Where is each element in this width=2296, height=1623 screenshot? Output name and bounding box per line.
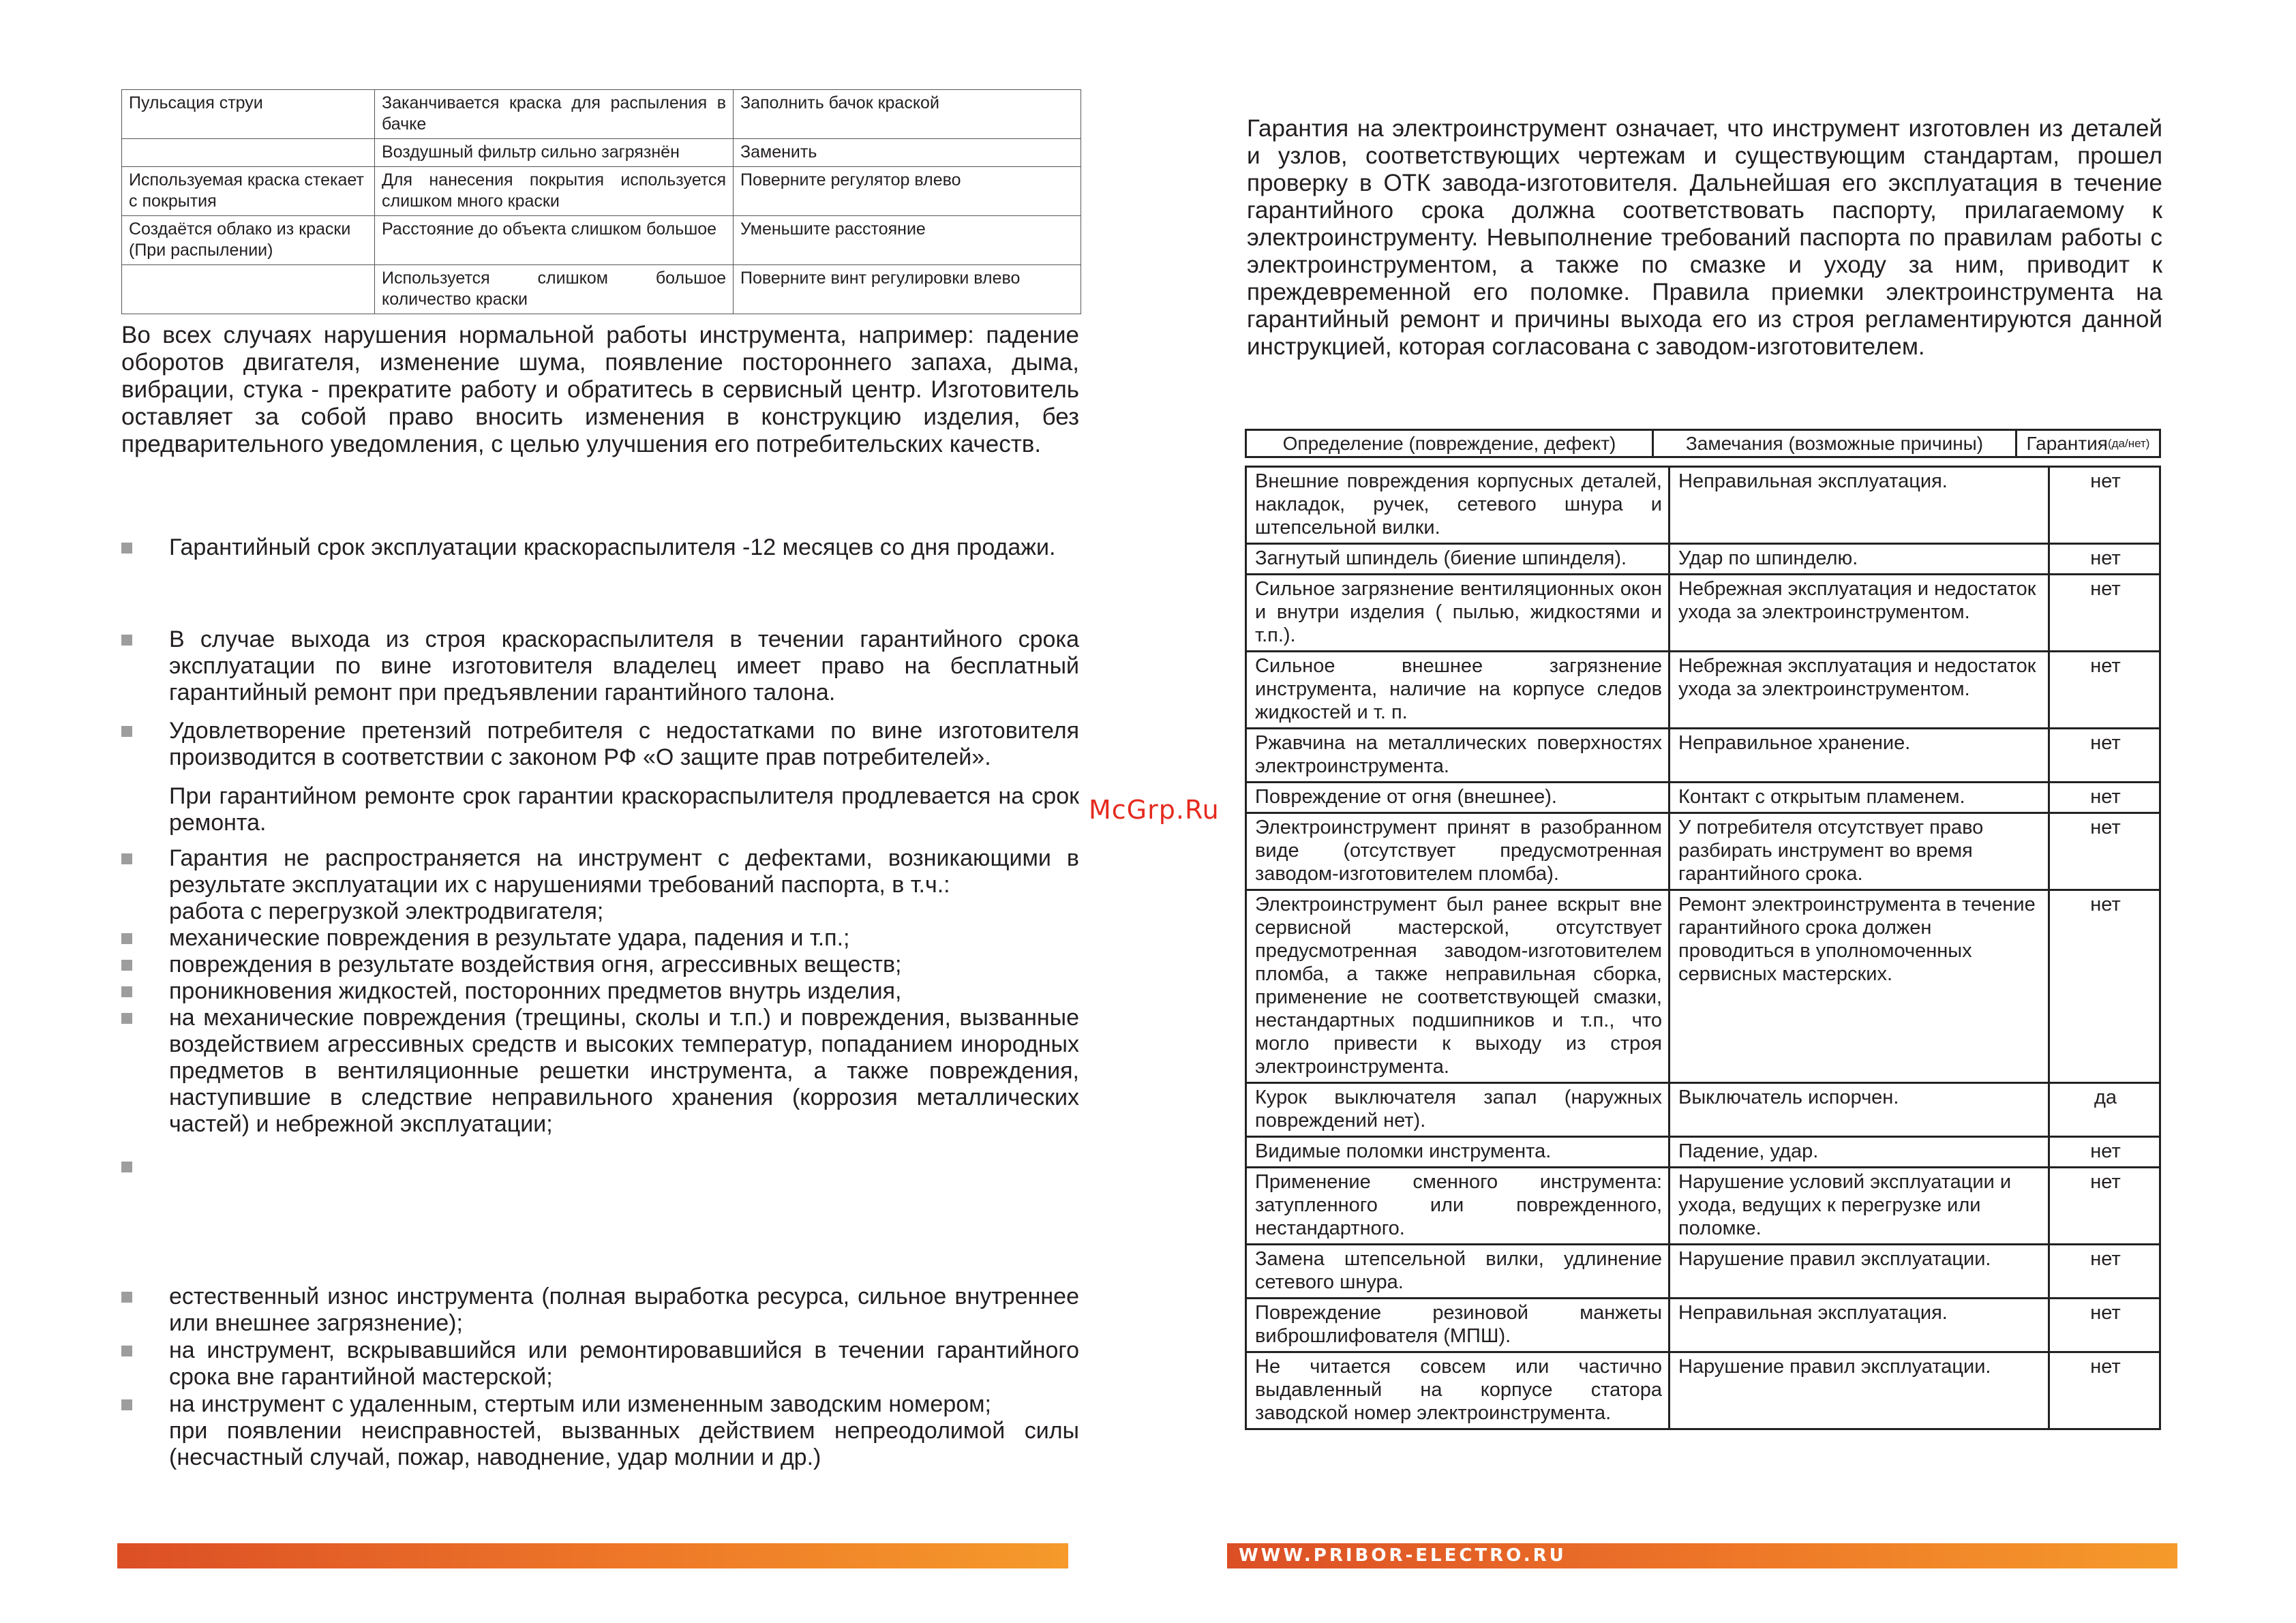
bullet-square-icon: [121, 933, 132, 944]
definition-cell: Электроинструмент принят в разобранном виде (отсутствует предусмотренная заводом-изготовителем пломба).: [1246, 813, 1670, 890]
remark-cell: Выключатель испорчен.: [1670, 1083, 2049, 1137]
table-row: [1246, 890, 2160, 1083]
symptom-cell: Используемая краска стекает с покрытия: [122, 167, 375, 216]
bullet-square-icon: [121, 1013, 132, 1024]
service-paragraph: Во всех случаях нарушения нормальной работы инструмента, например: падение оборотов двигателя, изменение шума, появление постороннего запаха, дыма, вибрации, стука - прекратите работу и обратитесь в сервисный центр. Изготовитель оставляет за собой право вносить изменения в конструкцию изделия, без предварительного уведомления, с целью улучшения его потребительских качеств.: [121, 322, 1079, 457]
guarantee-cell: нет: [2049, 813, 2160, 890]
header-definition: Определение (повреждение, дефект): [1247, 431, 1654, 456]
bullet-text: При гарантийном ремонте срок гарантии краскораспылителя продлевается на срок ремонта.: [169, 783, 1079, 836]
bullet-liquids: [121, 978, 1079, 1005]
symptom-cell: [122, 265, 375, 314]
footer-bar-left: [117, 1543, 1068, 1568]
bullet-text: на инструмент с удаленным, стертым или измененным заводским номером;: [169, 1391, 991, 1417]
bullet-square-icon: [121, 960, 132, 971]
bullet-damage: [121, 1005, 1079, 1138]
table-row: [1246, 1083, 2160, 1137]
header-guarantee: [2017, 431, 2159, 456]
cause-cell: Заканчивается краска для распыления в бачке: [375, 90, 734, 139]
bullet-square-icon: [121, 986, 132, 997]
remark-cell: Небрежная эксплуатация и недостаток ухода за электроинструментом.: [1670, 652, 2049, 729]
bullet-text: повреждения в результате воздействия огня, агрессивных веществ;: [169, 952, 902, 977]
definition-cell: Не читается совсем или частично выдавленный на корпусе статора заводской номер электроинструмента.: [1246, 1352, 1670, 1429]
table-row: [1246, 1245, 2160, 1299]
fix-cell: Заменить: [734, 139, 1081, 167]
guarantee-cell: нет: [2049, 575, 2160, 652]
guarantee-cell: нет: [2049, 1245, 2160, 1299]
definition-cell: Применение сменного инструмента: затупленного или поврежденного, нестандартного.: [1246, 1168, 1670, 1245]
line-overload: [121, 898, 1079, 925]
guarantee-cell: нет: [2049, 467, 2160, 544]
table-row: [1246, 467, 2160, 544]
definition-cell: Замена штепсельной вилки, удлинение сетевого шнура.: [1246, 1245, 1670, 1299]
cause-cell: Воздушный фильтр сильно загрязнён: [375, 139, 734, 167]
warranty-intro-paragraph: Гарантия на электроинструмент означает, что инструмент изготовлен из деталей и узлов, соответствующих чертежам и существующим стандартам, прошел проверку в ОТК завода-изготовителя. Дальнейшая его эксплуатация в течение гарантийного срока должна соответствовать паспорту, прилагаемому к электроинструменту. Невыполнение требований паспорта по правилам работы с электроинструментом, а также по смазке и уходу за ним, приводит к преждевременной его поломке. Правила приемки электроинструмента на гарантийный ремонт и причины выхода его из строя регламентируются данной инструкцией, которая согласована с заводом-изготовителем.: [1247, 115, 2162, 360]
symptom-cell: Пульсация струи: [122, 90, 375, 139]
guarantee-cell: да: [2049, 1083, 2160, 1137]
table-row: [1246, 575, 2160, 652]
bullet-square-icon: [121, 1292, 132, 1303]
bullet-text: на инструмент, вскрывавшийся или ремонтировавшийся в течении гарантийного срока вне гарантийной мастерской;: [169, 1337, 1079, 1390]
bullet-warranty-period: [121, 534, 1079, 561]
bullet-text: естественный износ инструмента (полная выработка ресурса, сильное внутреннее или внешнее загрязнение);: [169, 1284, 1079, 1336]
guarantee-cell: нет: [2049, 544, 2160, 575]
troubleshooting-table: [121, 89, 1081, 314]
table-row: [1246, 1352, 2160, 1429]
bullet-square-icon: [121, 635, 132, 646]
table-row: [1246, 813, 2160, 890]
bullet-mechanical: [121, 925, 1079, 952]
table-row: [122, 90, 1081, 139]
cause-cell: Используется слишком большое количество краски: [375, 265, 734, 314]
remark-cell: Неправильное хранение.: [1670, 729, 2049, 783]
definition-cell: Внешние повреждения корпусных деталей, накладок, ручек, сетевого шнура и штепсельной вилки.: [1246, 467, 1670, 544]
remark-cell: Нарушение правил эксплуатации.: [1670, 1352, 2049, 1429]
definition-cell: Сильное загрязнение вентиляционных окон и внутри изделия ( пылью, жидкостями и т.п.).: [1246, 575, 1670, 652]
remark-cell: Контакт с открытым пламенем.: [1670, 783, 2049, 813]
remark-cell: Падение, удар.: [1670, 1137, 2049, 1168]
guarantee-cell: нет: [2049, 1352, 2160, 1429]
header-guarantee-note: (да/нет): [2107, 436, 2150, 450]
cause-cell: Расстояние до объекта слишком большое: [375, 216, 734, 265]
bullet-square-icon: [121, 1399, 132, 1410]
website-link[interactable]: WWW.PRIBOR-ELECTRO.RU: [1239, 1545, 1567, 1566]
guarantee-cell: нет: [2049, 783, 2160, 813]
definition-cell: Ржавчина на металлических поверхностях электроинструмента.: [1246, 729, 1670, 783]
remark-cell: Ремонт электроинструмента в течение гарантийного срока должен проводиться в уполномоченных сервисных мастерских.: [1670, 890, 2049, 1083]
guarantee-cell: нет: [2049, 890, 2160, 1083]
guarantee-cell: нет: [2049, 1137, 2160, 1168]
table-row: [122, 265, 1081, 314]
bullet-text: Удовлетворение претензий потребителя с недостатками по вине изготовителя производится в соответствии с законом РФ «О защите прав потребителей».: [169, 718, 1079, 770]
definition-cell: Курок выключателя запал (наружных повреждений нет).: [1246, 1083, 1670, 1137]
paragraph-extension: [121, 783, 1079, 836]
table-row: [122, 216, 1081, 265]
bullet-square-icon: [121, 1346, 132, 1356]
remark-cell: Неправильная эксплуатация.: [1670, 1299, 2049, 1352]
warranty-table-header: [1245, 429, 2161, 458]
bullet-text: на механические повреждения (трещины, сколы и т.п.) и повреждения, вызванные воздействием агрессивных средств и высоких температур, попаданием инородных предметов в вентиляционные решетки инструмента, а также повреждения, наступившие в следствие неправильного хранения (коррозия металлических частей) и небрежной эксплуатации;: [169, 1005, 1079, 1137]
bullet-free-repair: [121, 626, 1079, 706]
bullet-wear: [121, 1284, 1079, 1337]
guarantee-cell: нет: [2049, 652, 2160, 729]
fix-cell: Уменьшите расстояние: [734, 216, 1081, 265]
bullet-text: работа с перегрузкой электродвигателя;: [169, 898, 604, 924]
guarantee-cell: нет: [2049, 1299, 2160, 1352]
bullet-text: В случае выхода из строя краскораспылителя в течении гарантийного срока эксплуатации по вине изготовителя владелец имеет право на бесплатный гарантийный ремонт при предъявлении гарантийного талона.: [169, 626, 1079, 706]
bullet-square-icon: [121, 543, 132, 553]
bullet-serial: [121, 1391, 1079, 1418]
remark-cell: Небрежная эксплуатация и недостаток ухода за электроинструментом.: [1670, 575, 2049, 652]
definition-cell: Видимые поломки инструмента.: [1246, 1137, 1670, 1168]
table-row: [1246, 1168, 2160, 1245]
bullet-not-covered: [121, 845, 1079, 898]
bullet-text: Гарантийный срок эксплуатации краскораспылителя -12 месяцев со дня продажи.: [169, 534, 1056, 560]
table-row: [1246, 544, 2160, 575]
remark-cell: Неправильная эксплуатация.: [1670, 467, 2049, 544]
table-row: [1246, 652, 2160, 729]
fix-cell: Поверните регулятор влево: [734, 167, 1081, 216]
line-force-majeure: [121, 1418, 1079, 1471]
table-row: [1246, 729, 2160, 783]
symptom-cell: Создаётся облако из краски (При распылении): [122, 216, 375, 265]
bullet-text: при появлении неисправностей, вызванных действием непреодолимой силы (несчастный случай, пожар, наводнение, удар молнии и др.): [169, 1418, 1079, 1470]
bullet-claims: [121, 718, 1079, 771]
symptom-cell: [122, 139, 375, 167]
remark-cell: Нарушение правил эксплуатации.: [1670, 1245, 2049, 1299]
definition-cell: Повреждение от огня (внешнее).: [1246, 783, 1670, 813]
table-row: [122, 139, 1081, 167]
definition-cell: Электроинструмент был ранее вскрыт вне сервисной мастерской, отсутствует предусмотренная заводом-изготовителем пломба, а также неправильная сборка, применение не соответствующей смазки, нестандартных подшипников и т.п., что могло привести к выходу из строя электроинструмента.: [1246, 890, 1670, 1083]
guarantee-cell: нет: [2049, 1168, 2160, 1245]
remark-cell: У потребителя отсутствует право разбирать инструмент во время гарантийного срока.: [1670, 813, 2049, 890]
fix-cell: Заполнить бачок краской: [734, 90, 1081, 139]
bullet-square-icon: [121, 726, 132, 737]
table-row: [1246, 783, 2160, 813]
definition-cell: Сильное внешнее загрязнение инструмента, наличие на корпусе следов жидкостей и т. п.: [1246, 652, 1670, 729]
bullet-square-icon: [121, 1162, 132, 1172]
watermark: McGrp.Ru: [1089, 795, 1220, 825]
bullet-fire: [121, 952, 1079, 978]
bullet-square-icon: [121, 853, 132, 864]
header-remarks: Замечания (возможные причины): [1654, 431, 2017, 456]
bullet-text: Гарантия не распространяется на инструмент с дефектами, возникающими в результате эксплуатации их с нарушениями требований паспорта, в т.ч.:: [169, 845, 1079, 898]
table-row: [122, 167, 1081, 216]
definition-cell: Загнутый шпиндель (биение шпинделя).: [1246, 544, 1670, 575]
definition-cell: Повреждение резиновой манжеты виброшлифователя (МПШ).: [1246, 1299, 1670, 1352]
table-row: [1246, 1137, 2160, 1168]
bullet-opened: [121, 1337, 1079, 1391]
bullet-text: механические повреждения в результате удара, падения и т.п.;: [169, 925, 850, 951]
remark-cell: Удар по шпинделю.: [1670, 544, 2049, 575]
table-row: [1246, 1299, 2160, 1352]
guarantee-cell: нет: [2049, 729, 2160, 783]
fix-cell: Поверните винт регулировки влево: [734, 265, 1081, 314]
cause-cell: Для нанесения покрытия используется слишком много краски: [375, 167, 734, 216]
remark-cell: Нарушение условий эксплуатации и ухода, ведущих к перегрузке или поломке.: [1670, 1168, 2049, 1245]
bullet-text: проникновения жидкостей, посторонних предметов внутрь изделия,: [169, 978, 902, 1004]
warranty-table: [1245, 466, 2161, 1430]
header-guarantee-label: Гарантия: [2026, 432, 2108, 454]
